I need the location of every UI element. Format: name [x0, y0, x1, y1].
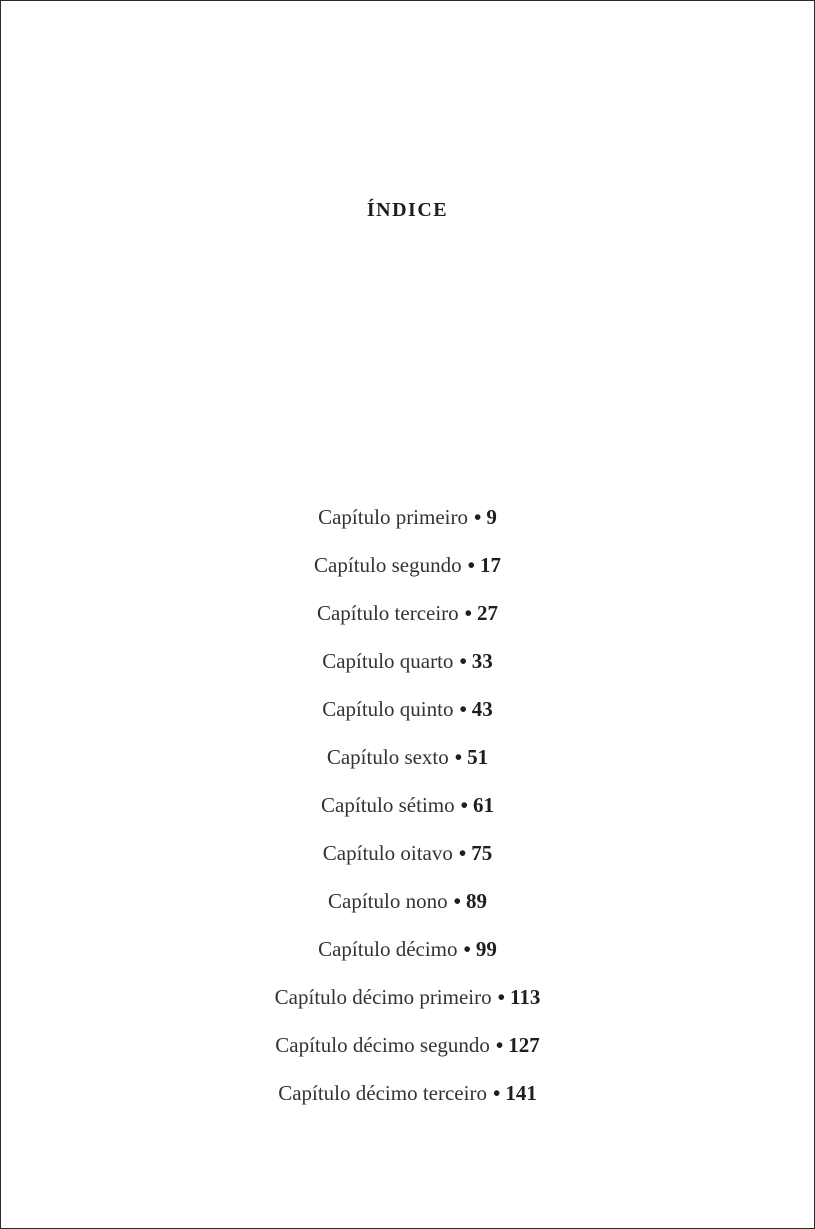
toc-entry-page-number: 17	[479, 553, 501, 577]
toc-entry-page-number: 9	[486, 505, 497, 529]
toc-entry[interactable]	[1, 1029, 814, 1077]
toc-entry[interactable]	[1, 549, 814, 597]
toc-entry-page-number: 27	[477, 601, 499, 625]
toc-entry-page-number: 33	[471, 649, 493, 673]
toc-entry[interactable]	[1, 501, 814, 549]
toc-entry-page-number: 89	[465, 889, 487, 913]
toc-entry[interactable]	[1, 789, 814, 837]
toc-bullet-separator: •	[459, 697, 467, 721]
toc-entry-title: Capítulo nono	[328, 889, 448, 913]
toc-entry[interactable]	[1, 981, 814, 1029]
toc-entry[interactable]	[1, 1077, 814, 1125]
toc-entry-title: Capítulo quarto	[322, 649, 454, 673]
toc-entry-page-number: 61	[472, 793, 494, 817]
toc-entry-title: Capítulo terceiro	[316, 601, 459, 625]
toc-entry[interactable]	[1, 837, 814, 885]
toc-entry-title: Capítulo décimo	[318, 937, 458, 961]
toc-entry-title: Capítulo décimo terceiro	[278, 1081, 487, 1105]
toc-entry-page-number: 43	[471, 697, 493, 721]
toc-bullet-separator: •	[495, 1033, 504, 1057]
toc-entry-title: Capítulo oitavo	[322, 841, 453, 865]
toc-bullet-separator: •	[463, 937, 471, 961]
toc-entry[interactable]	[1, 645, 814, 693]
toc-entry-title: Capítulo primeiro	[318, 505, 469, 529]
toc-entry-title: Capítulo décimo primeiro	[274, 985, 492, 1009]
toc-bullet-separator: •	[474, 505, 482, 529]
toc-bullet-separator: •	[492, 1081, 501, 1105]
toc-bullet-separator: •	[459, 649, 467, 673]
toc-bullet-separator: •	[467, 553, 475, 577]
toc-entry[interactable]	[1, 885, 814, 933]
toc-entry-title: Capítulo sexto	[326, 745, 449, 769]
toc-entry-page-number: 51	[467, 745, 489, 769]
table-of-contents	[1, 501, 814, 1125]
toc-entry[interactable]	[1, 597, 814, 645]
toc-entry-title: Capítulo segundo	[314, 553, 462, 577]
toc-entry-page-number: 141	[505, 1081, 537, 1105]
toc-bullet-separator: •	[458, 841, 467, 865]
toc-bullet-separator: •	[497, 985, 505, 1009]
page-title: ÍNDICE	[366, 199, 449, 221]
toc-bullet-separator: •	[464, 601, 473, 625]
toc-entry-title: Capítulo quinto	[322, 697, 454, 721]
toc-entry-page-number: 75	[471, 841, 493, 865]
toc-entry[interactable]	[1, 693, 814, 741]
toc-bullet-separator: •	[460, 793, 468, 817]
toc-entry[interactable]	[1, 741, 814, 789]
toc-entry-page-number: 113	[509, 985, 541, 1009]
toc-entry-title: Capítulo sétimo	[321, 793, 455, 817]
toc-bullet-separator: •	[453, 889, 461, 913]
toc-entry-title: Capítulo décimo segundo	[275, 1033, 490, 1057]
toc-entry-page-number: 99	[475, 937, 497, 961]
toc-entry[interactable]	[1, 933, 814, 981]
toc-bullet-separator: •	[454, 745, 463, 769]
toc-entry-page-number: 127	[508, 1033, 540, 1057]
